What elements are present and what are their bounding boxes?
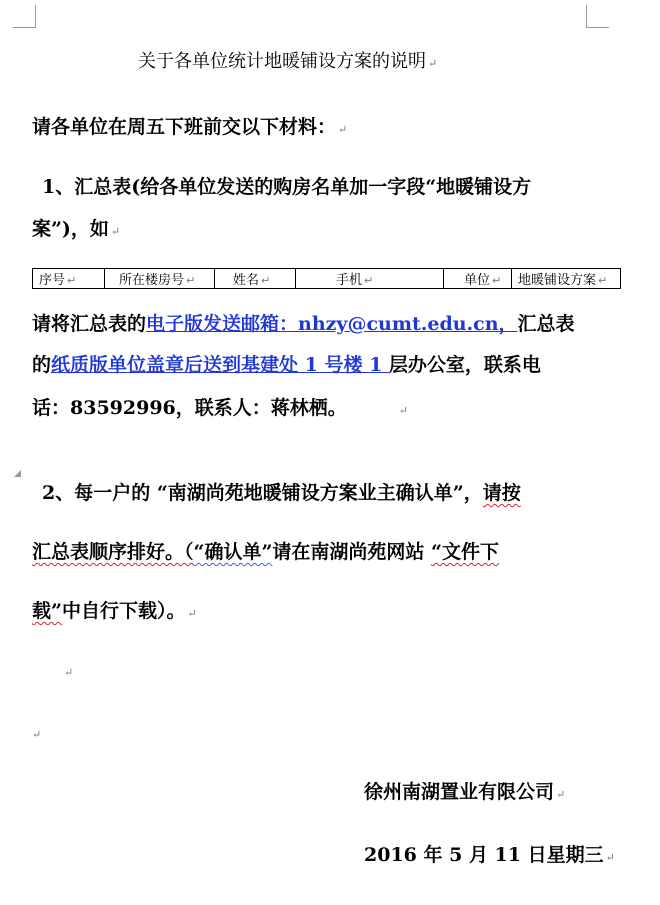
signature-date: [364, 844, 615, 868]
submit-line3: [32, 398, 592, 421]
paragraph-mark-icon: ↵: [556, 788, 566, 801]
intro-paragraph: [32, 117, 592, 140]
table-header-row: [33, 269, 621, 289]
paragraph-mark-icon: ↵: [338, 123, 348, 136]
page-corner-mark-top-right: [586, 5, 609, 28]
paragraph-mark-icon: ↵: [398, 404, 408, 417]
submit-line2: [32, 355, 592, 375]
item2-line3: [32, 601, 592, 624]
page-corner-mark-top-left: [13, 5, 36, 28]
title-text: 关于各单位统计地暖铺设方案的说明: [138, 51, 426, 72]
submit-line1: [32, 314, 592, 334]
table-cell: 地暖铺设方案 ↵: [512, 269, 621, 289]
item1-line2-text: 案”)，如: [32, 218, 109, 240]
item2-text: 2、每一户的: [42, 482, 151, 504]
table-cell: 手机 ↵: [296, 269, 444, 289]
grammar-check-text: “确认单”: [193, 541, 273, 563]
company-name: 徐州南湖置业有限公司: [364, 781, 555, 803]
cell-mark-icon: ↵: [261, 274, 271, 287]
item1-line1-text: 1、汇总表(给各单位发送的购房名单加一字段“地暖铺设方: [42, 176, 532, 198]
table-cell: 姓名 ↵: [215, 269, 296, 289]
table-cell: 序号 ↵: [33, 269, 105, 289]
email-link[interactable]: 电子版发送邮箱：nhzy@cumt.edu.cn，: [146, 313, 518, 335]
intro-text: 请各单位在周五下班前交以下材料：: [32, 116, 337, 138]
paragraph-mark-icon: ↵: [64, 666, 74, 679]
spell-check-text: 请按: [482, 482, 521, 504]
spell-check-text: 汇总表顺序排好。（: [32, 541, 194, 563]
empty-paragraph: [62, 660, 622, 683]
item2-line2: [32, 542, 592, 562]
paragraph-mark-icon: ↵: [605, 851, 615, 864]
submit-line2-end-text: 层办公室，联系电: [388, 354, 541, 376]
paragraph-mark-icon: ↵: [428, 57, 438, 70]
submit-prefix-text: 请将汇总表的: [32, 313, 147, 335]
paper-delivery-link[interactable]: 纸质版单位盖章后送到基建处 1 号楼 1: [51, 354, 389, 376]
spell-check-text: “文件下: [431, 541, 499, 563]
document-title: [138, 52, 660, 74]
cell-mark-icon: ↵: [67, 274, 77, 287]
signature-company: [364, 782, 594, 805]
paragraph-mark-icon: ↵: [187, 607, 197, 620]
item2-text: 中自行下载）。: [61, 600, 186, 622]
paragraph-mark-icon: ↵: [110, 225, 121, 238]
document-date: 2016 年 5 月 11 日星期三: [364, 844, 604, 866]
cell-mark-icon: ↵: [492, 274, 502, 287]
submit-line2-start-text: 的: [32, 354, 52, 376]
paragraph-mark-icon: ↵: [32, 728, 42, 741]
submit-mid-text: 汇总表: [517, 313, 575, 335]
spell-check-text: 载”: [32, 600, 62, 622]
item2-text: “南湖尚苑地暖铺设方案业主确认单”，: [156, 482, 483, 504]
fields-table: [32, 268, 621, 289]
cell-mark-icon: ↵: [598, 274, 608, 287]
table-cell: 单位 ↵: [444, 269, 512, 289]
item2-text: 请在南湖尚苑网站: [272, 541, 425, 563]
item1-line1: [42, 177, 602, 197]
contact-text: 话：83592996，联系人：蒋林栖。: [32, 397, 347, 419]
paragraph-anchor-icon: [14, 470, 21, 477]
cell-mark-icon: ↵: [364, 274, 374, 287]
cell-mark-icon: ↵: [186, 274, 196, 287]
empty-paragraph: [30, 722, 590, 745]
item2-line1: [42, 483, 602, 503]
table-cell: 所在楼房号 ↵: [105, 269, 215, 289]
item1-line2: [32, 219, 592, 242]
